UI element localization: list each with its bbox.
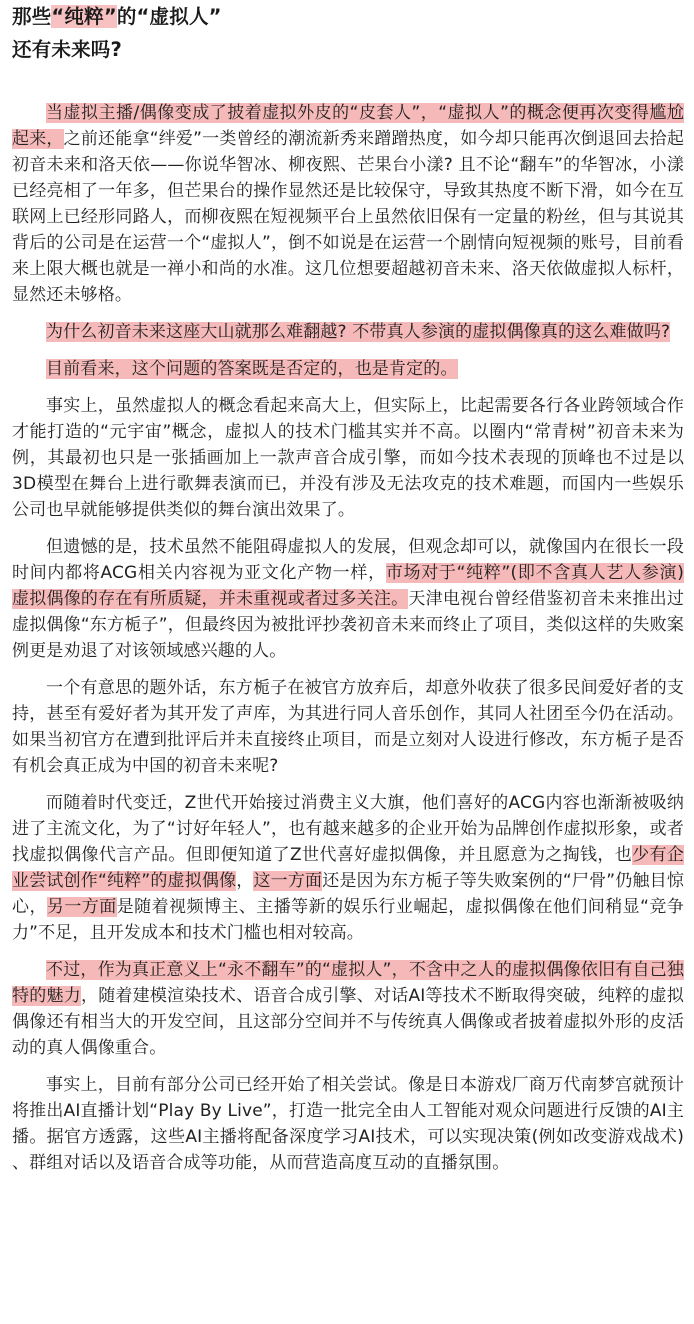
title-line1-suffix: 的“虚拟人” (116, 5, 222, 28)
highlighted-text: 少有企业尝试创作“纯粹”的虚拟偶像 (12, 845, 685, 891)
body-text: 还是因为东方栀子等失败案例的“尸骨”仍触目惊心， (12, 871, 684, 917)
title-highlight: “纯粹” (51, 5, 117, 28)
article-body (12, 100, 684, 1176)
body-text: 一个有意思的题外话，东方栀子在被官方放弃后，却意外收获了很多民间爱好者的支持，甚至有爱好者为其开发了声库，为其进行同人音乐创作，其同人社团至今仍在活动。如果当初官方在遭到批评后并未直接终止项目，而是立刻对人设进行修改，东方栀子是否有机会真正成为中国的初音未来呢? (12, 678, 684, 776)
body-text: ，随着建模渲染技术、语音合成引擎、对话AI等技术不断取得突破，纯粹的虚拟偶像还有相当大的开发空间，且这部分空间并不与传统真人偶像或者披着虚拟外形的皮活动的真人偶像重合。 (12, 986, 684, 1058)
highlighted-text: 目前看来，这个问题的答案既是否定的，也是肯定的。 (46, 359, 458, 379)
title-line2: 还有未来吗? (12, 38, 123, 61)
highlighted-text: 另一方面 (46, 897, 117, 917)
body-text: 而随着时代变迁，Z世代开始接过消费主义大旗，他们喜好的ACG内容也渐渐被吸纳进了主流文化，为了“讨好年轻人”，也有越来越多的企业开始为品牌创作虚拟形象，或者找虚拟偶像代言产品。但即便知道了Z世代喜好虚拟偶像，并且愿意为之掏钱，也 (12, 793, 684, 865)
title-line1-prefix: 那些 (12, 5, 52, 28)
highlighted-text: 市场对于“纯粹”(即不含真人艺人参演) 虚拟偶像的存在有所质疑，并未重视或者过多关注。 (12, 563, 684, 609)
article-paragraph (12, 675, 684, 779)
highlighted-text: 为什么初音未来这座大山就那么难翻越? 不带真人参演的虚拟偶像真的这么难做吗? (46, 322, 671, 342)
body-text: 事实上，虽然虚拟人的概念看起来高大上，但实际上，比起需要各行各业跨领域合作才能打造的“元宇宙”概念，虚拟人的技术门槛其实并不高。以圈内“常青树”初音未来为例，其最初也只是一张插画加上一款声音合成引擎，而如今技术表现的顶峰也不过是以3D模型在舞台上进行歌舞表演而已，并没有涉及无法攻克的技术难题，而国内一些娱乐公司也早就能够提供类似的舞台演出效果了。 (12, 396, 684, 520)
body-text: 是随着视频博主、主播等新的娱乐行业崛起，虚拟偶像在他们间稍显“竞争力”不足，且开发成本和技术门槛也相对较高。 (12, 897, 684, 943)
article-paragraph (12, 356, 684, 382)
article-paragraph (12, 957, 684, 1061)
article-title (12, 0, 684, 66)
article-paragraph (12, 1072, 684, 1176)
highlighted-text: 这一方面 (253, 871, 323, 891)
body-text: 事实上，目前有部分公司已经开始了相关尝试。像是日本游戏厂商万代南梦宫就预计将推出AI直播计划“Play By Live”，打造一批完全由人工智能对观众问题进行反馈的AI主播。据官方透露，这些AI主播将配备深度学习AI技术，可以实现决策(例如改变游戏战术) 、群组对话以及语音合成等功能，从而营造高度互动的直播氛围。 (12, 1075, 684, 1173)
article-paragraph (12, 100, 684, 308)
body-text: ， (236, 871, 254, 891)
highlighted-text: 当虚拟主播/偶像变成了披着虚拟外皮的“皮套人”，“虚拟人”的概念便再次变得尴尬起来， (12, 103, 684, 149)
body-text: 之前还能拿“绊爱”一类曾经的潮流新秀来蹭蹭热度，如今却只能再次倒退回去拾起初音未来和洛天依——你说华智冰、柳夜熙、芒果台小漾? 且不论“翻车”的华智冰，小漾已经亮相了一年多，但芒果台的操作显然还是比较保守，导致其热度不断下滑，如今在互联网上已经形同路人，而柳夜熙在短视频平台上虽然依旧保有一定量的粉丝，但与其说其背后的公司是在运营一个“虚拟人”，倒不如说是在运营一个剧情向短视频的账号，目前看来上限大概也就是一禅小和尚的水准。这几位想要超越初音未来、洛天依做虚拟人标杆，显然还未够格。 (12, 129, 684, 305)
body-text: 但遗憾的是，技术虽然不能阻碍虚拟人的发展，但观念却可以，就像国内在很长一段时间内都将ACG相关内容视为亚文化产物一样， (12, 537, 684, 583)
body-text: 天津电视台曾经借鉴初音未来推出过虚拟偶像“东方栀子”，但最终因为被批评抄袭初音未来而终止了项目，类似这样的失败案例更是劝退了对该领域感兴趣的人。 (12, 589, 684, 661)
article-paragraph (12, 790, 684, 946)
highlighted-text: 不过，作为真正意义上“永不翻车”的“虚拟人”，不含中之人的虚拟偶像依旧有自己独特的魅力 (12, 960, 684, 1006)
article-paragraph (12, 393, 684, 523)
article-paragraph (12, 319, 684, 345)
article-paragraph (12, 534, 684, 664)
